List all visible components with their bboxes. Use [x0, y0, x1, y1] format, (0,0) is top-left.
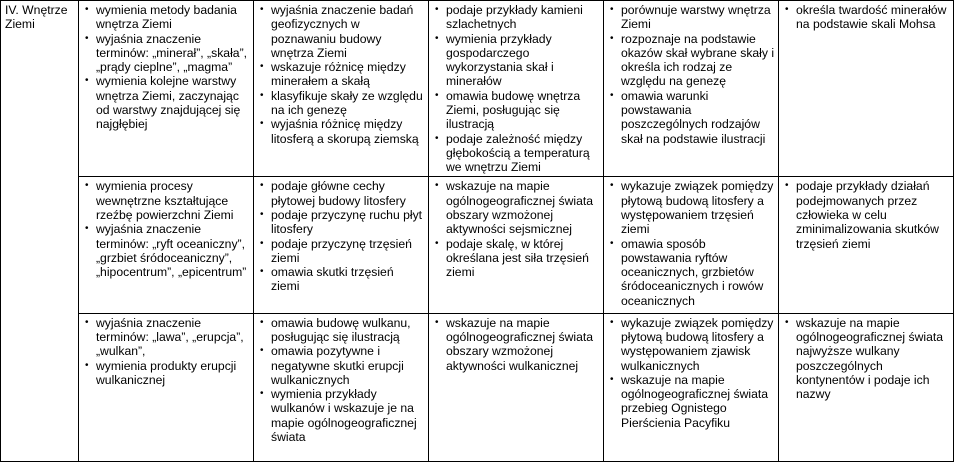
list-item-text: wykazuje związek pomiędzy płytową budową litosfery a występowaniem trzęsień ziemi [621, 179, 774, 237]
section-title-cell [1, 1, 79, 462]
requirement-list [608, 316, 775, 430]
list-item [258, 3, 425, 60]
bullet-icon: • [260, 237, 264, 249]
list-item [83, 359, 250, 388]
list-item [433, 32, 600, 89]
list-item [83, 222, 250, 279]
list-item-text: porównuje warstwy wnętrza Ziemi [621, 3, 771, 32]
list-item [258, 89, 425, 118]
list-item-text: wskazuje na mapie ogólnogeograficznej świata przebieg Ognistego Pierścienia Pacyfiku [621, 372, 769, 430]
requirement-cell [429, 177, 604, 313]
list-item-text: wyjaśnia znaczenie terminów: „ryft oceaniczny”, „grzbiet śródoceaniczny”, „hipocentrum”, „epicentrum” [96, 222, 247, 280]
bullet-icon: • [260, 316, 264, 328]
bullet-icon: • [435, 32, 439, 44]
list-item [608, 89, 775, 146]
list-item [83, 74, 250, 131]
requirement-cell [779, 1, 954, 177]
list-item [433, 316, 600, 373]
list-item [433, 89, 600, 132]
list-item-text: wymienia przykłady wulkanów i wskazuje je na mapie ogólnogeograficznej świata [271, 387, 417, 445]
list-item [433, 237, 600, 280]
bullet-icon: • [610, 32, 614, 44]
list-item [608, 316, 775, 373]
list-item-text: podaje zależność między głębokością a temperaturą we wnętrzu Ziemi [446, 131, 590, 175]
requirement-cell [429, 313, 604, 461]
requirement-list [433, 3, 600, 175]
bullet-icon: • [610, 373, 614, 385]
bullet-icon: • [85, 180, 89, 192]
bullet-icon: • [260, 89, 264, 101]
requirement-cell [254, 1, 429, 177]
requirement-list [783, 3, 950, 32]
requirement-cell [604, 177, 779, 313]
list-item-text: klasyfikuje skały ze względu na ich genezę [271, 88, 423, 118]
requirement-cell [779, 313, 954, 461]
bullet-icon: • [85, 4, 89, 15]
list-item-text: podaje przyczynę ruchu płyt litosfery [271, 207, 423, 237]
bullet-icon: • [260, 118, 264, 130]
requirement-list [433, 179, 600, 279]
list-item-text: rozpoznaje na podstawie okazów skał wybrane skały i określa ich rodzaj ze względu na genezę [621, 31, 775, 89]
bullet-icon: • [785, 4, 789, 15]
table-row [1, 1, 960, 177]
list-item [258, 344, 425, 387]
list-item [258, 265, 425, 294]
bullet-icon: • [260, 388, 264, 400]
requirement-list [783, 179, 950, 250]
list-item [258, 316, 425, 345]
list-item [608, 32, 775, 89]
list-item [433, 179, 600, 236]
list-item [608, 179, 775, 236]
list-item-text: omawia pozytywne i negatywne skutki erupcji wulkanicznych [271, 344, 404, 387]
bullet-icon: • [260, 208, 264, 220]
section-title: IV. Wnętrze Ziemi [5, 3, 68, 32]
bullet-icon: • [260, 345, 264, 357]
bullet-icon: • [435, 180, 439, 192]
bullet-icon: • [85, 223, 89, 235]
requirement-list [608, 3, 775, 146]
list-item [258, 179, 425, 208]
bullet-icon: • [435, 237, 439, 249]
bullet-icon: • [260, 180, 264, 192]
list-item [83, 32, 250, 75]
requirement-list [83, 316, 250, 387]
list-item-text: omawia warunki powstawania poszczególnych rodzajów skał na podstawie ilustracji [621, 88, 766, 146]
requirement-list [608, 179, 775, 308]
list-item [83, 316, 250, 359]
list-item [783, 316, 950, 402]
requirement-list [258, 316, 425, 445]
list-item-text: omawia budowę wulkanu, posługując się ilustracją [271, 315, 411, 344]
list-item-text: podaje główne cechy płytowej budowy litosfery [271, 179, 406, 208]
bullet-icon: • [785, 316, 789, 328]
requirement-cell [604, 313, 779, 461]
list-item-text: wymienia procesy wewnętrzne kształtujące rzeźbę powierzchni Ziemi [96, 179, 234, 222]
requirement-cell [254, 177, 429, 313]
requirement-cell [429, 1, 604, 177]
requirement-cell [79, 177, 254, 313]
requirement-cell [79, 1, 254, 177]
requirement-list [83, 179, 250, 279]
requirement-list [783, 316, 950, 402]
list-item-text: wyjaśnia różnicę między litosferą a skorupą ziemską [271, 117, 419, 146]
bullet-icon: • [610, 316, 614, 328]
bullet-icon: • [260, 61, 264, 73]
bullet-icon: • [435, 89, 439, 101]
list-item-text: wymienia metody badania wnętrza Ziemi [96, 3, 237, 32]
bullet-icon: • [85, 316, 89, 328]
bullet-icon: • [435, 4, 439, 15]
requirement-cell [604, 1, 779, 177]
bullet-icon: • [785, 180, 789, 192]
bullet-icon: • [610, 180, 614, 192]
requirement-cell [79, 313, 254, 461]
requirement-list [83, 3, 250, 132]
bullet-icon: • [260, 4, 264, 15]
bullet-icon: • [435, 316, 439, 328]
list-item [258, 117, 425, 146]
list-item-text: podaje przykłady działań podejmowanych przez człowieka w celu zminimalizowania skutków trzęsień ziemi [796, 179, 939, 251]
bullet-icon: • [610, 237, 614, 249]
list-item-text: wskazuje na mapie ogólnogeograficznej świata najwyższe wulkany poszczególnych kontynentów i podaje ich nazwy [796, 315, 944, 402]
list-item [608, 373, 775, 430]
list-item-text: omawia skutki trzęsień ziemi [271, 265, 394, 294]
list-item-text: podaje przyczynę trzęsień ziemi [271, 236, 412, 265]
list-item [783, 3, 950, 32]
list-item-text: wyjaśnia znaczenie terminów: „minerał”, „skała”, „prądy cieplne”, „magma” [96, 31, 248, 75]
list-item [83, 179, 250, 222]
table-row [1, 177, 960, 313]
list-item [258, 208, 425, 237]
table-row [1, 313, 960, 461]
list-item-text: omawia budowę wnętrza Ziemi, posługując się ilustracją [446, 88, 581, 132]
requirement-list [258, 179, 425, 293]
list-item [433, 132, 600, 175]
list-item [83, 3, 250, 32]
list-item-text: wskazuje na mapie ogólnogeograficznej świata obszary wzmożonej aktywności sejsmicznej [446, 179, 594, 237]
bullet-icon: • [435, 132, 439, 144]
bullet-icon: • [85, 359, 89, 371]
list-item [433, 3, 600, 32]
bullet-icon: • [85, 75, 89, 87]
list-item-text: wyjaśnia znaczenie terminów: „lawa”, „erupcja”, „wulkan”, [96, 315, 244, 359]
bullet-icon: • [85, 32, 89, 44]
list-item-text: wymienia kolejne warstwy wnętrza Ziemi, zaczynając od warstwy znajdującej się najgłębiej [96, 74, 241, 132]
bullet-icon: • [610, 89, 614, 101]
list-item-text: określa twardość minerałów na podstawie skali Mohsa [796, 3, 947, 32]
requirement-list [258, 3, 425, 146]
list-item [258, 60, 425, 89]
list-item-text: podaje skalę, w której określana jest siła trzęsień ziemi [446, 236, 589, 280]
list-item-text: wykazuje związek pomiędzy płytową budową litosfery a występowaniem zjawisk wulkanicznych [621, 315, 774, 373]
list-item [608, 3, 775, 32]
bullet-icon: • [610, 4, 614, 15]
requirement-cell [254, 313, 429, 461]
list-item-text: podaje przykłady kamieni szlachetnych [446, 3, 583, 32]
requirement-list [433, 316, 600, 373]
list-item-text: wskazuje różnicę między minerałem a skałą [271, 60, 406, 89]
list-item [783, 179, 950, 250]
list-item [608, 237, 775, 308]
list-item-text: wymienia przykłady gospodarczego wykorzystania skał i minerałów [446, 31, 554, 89]
list-item [258, 237, 425, 266]
requirement-cell [779, 177, 954, 313]
list-item-text: omawia sposób powstawania ryftów oceanicznych, grzbietów śródoceanicznych i rowów oceanicznych [621, 236, 764, 308]
list-item [258, 387, 425, 444]
list-item-text: wymienia produkty erupcji wulkanicznej [96, 358, 237, 387]
list-item-text: wyjaśnia znaczenie badań geofizycznych w poznawaniu budowy wnętrza Ziemi [271, 3, 414, 60]
bullet-icon: • [260, 266, 264, 278]
list-item-text: wskazuje na mapie ogólnogeograficznej świata obszary wzmożonej aktywności wulkanicznej [446, 315, 594, 373]
